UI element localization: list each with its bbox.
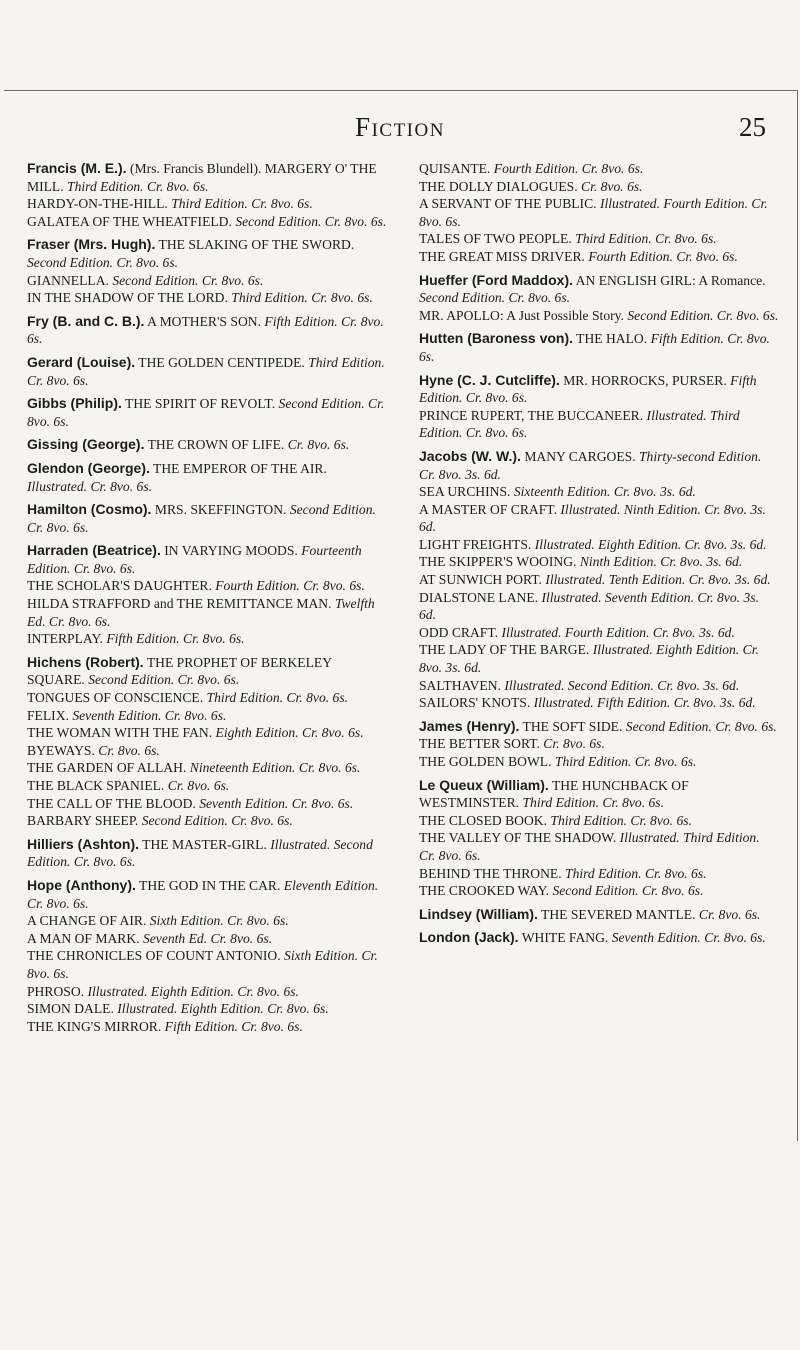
work-edition: Illustrated. Eighth Edition. xyxy=(592,642,740,658)
work-edition: Second Edition. xyxy=(419,290,506,306)
work-details: Cr. 8vo. 3s. 6d. xyxy=(673,695,756,711)
work-listing xyxy=(419,178,779,196)
work-edition: Second Edition. xyxy=(88,672,175,688)
work-listing xyxy=(419,589,779,624)
work-title: HILDA STRAFFORD and THE REMITTANCE MAN. xyxy=(27,596,332,612)
work-edition: Eighth Edition. xyxy=(215,725,299,741)
work-edition: Illustrated. Fourth Edition. xyxy=(599,196,748,212)
work-listing xyxy=(27,195,387,213)
work-details: Cr. 8vo. 6s. xyxy=(287,437,350,453)
work-details: Cr. 8vo. 3s. 6d. xyxy=(419,466,501,482)
work-details: Cr. 8vo. 6s. xyxy=(641,883,704,899)
work-edition: Third Edition. xyxy=(522,795,600,811)
work-details: Cr. 8vo. 6s. xyxy=(303,578,365,594)
work-title: WHITE FANG. xyxy=(521,930,609,946)
left-column xyxy=(27,160,387,1041)
work-title: THE HALO. xyxy=(576,331,648,347)
work-edition: Second Edition. xyxy=(289,502,376,518)
work-details: Cr. 8vo. 6s. xyxy=(630,812,692,828)
work-edition: Illustrated. Second Edition. xyxy=(27,836,373,870)
work-title: THE WOMAN WITH THE FAN. xyxy=(27,725,213,741)
work-listing xyxy=(419,372,779,407)
work-title: A MASTER OF CRAFT. xyxy=(419,501,557,517)
author-name: Le Queux (William). xyxy=(419,776,549,793)
work-details: Cr. 8vo. 6s. xyxy=(324,213,387,229)
work-listing xyxy=(27,759,387,777)
work-edition: Second Edition. xyxy=(278,396,365,412)
work-edition: Illustrated. Eighth Edition. xyxy=(117,1001,264,1017)
author-entry xyxy=(419,372,779,442)
work-title: QUISANTE. xyxy=(419,161,491,176)
work-edition: Second Edition. xyxy=(141,813,228,829)
work-title: MRS. SKEFFINGTON. xyxy=(154,502,287,518)
work-title: TONGUES OF CONSCIENCE. xyxy=(27,690,204,706)
work-title: PRINCE RUPERT, THE BUCCANEER. xyxy=(419,407,644,423)
work-details: Cr. 8vo. 6s. xyxy=(231,813,293,829)
work-title: THE DOLLY DIALOGUES. xyxy=(419,178,578,194)
work-edition: Seventh Edition. xyxy=(199,795,289,811)
work-details: Cr. 8vo. 6s. xyxy=(634,754,697,769)
work-title: THE HUNCHBACK OF WESTMINSTER. xyxy=(419,777,689,811)
work-edition: Second Edition. xyxy=(552,883,639,899)
work-listing xyxy=(27,313,387,348)
work-details: Cr. 8vo. 6s. xyxy=(27,519,89,535)
author-name: Gibbs (Philip). xyxy=(27,395,122,412)
work-details: Cr. 8vo. 6s. xyxy=(286,690,349,706)
work-edition: Fifth Edition. xyxy=(106,631,180,647)
work-listing xyxy=(419,906,779,924)
work-listing xyxy=(27,236,387,271)
author-name: Hilliers (Ashton). xyxy=(27,835,140,852)
work-listing xyxy=(27,724,387,742)
work-listing xyxy=(419,160,779,178)
work-edition: Illustrated. Eighth Edition. xyxy=(534,536,682,552)
author-entry xyxy=(27,160,387,230)
work-listing xyxy=(419,812,779,830)
work-edition: Second Edition. xyxy=(235,213,322,229)
work-listing xyxy=(419,230,779,248)
work-title: THE LADY OF THE BARGE. xyxy=(419,642,590,658)
work-title: THE CHRONICLES OF COUNT ANTONIO. xyxy=(27,948,281,964)
work-edition: Eleventh Edition. xyxy=(283,877,379,893)
work-edition: Second Edition. xyxy=(625,718,712,734)
work-title: THE SKIPPER'S WOOING. xyxy=(419,554,577,570)
work-title: MR. HORROCKS, PURSER. xyxy=(563,372,727,388)
work-listing xyxy=(27,160,387,195)
author-entry xyxy=(27,436,387,454)
work-listing xyxy=(27,877,387,912)
work-listing xyxy=(27,395,387,430)
author-name: James (Henry). xyxy=(419,717,520,734)
author-name: Lindsey (William). xyxy=(419,905,538,922)
work-details: Cr. 8vo. 6s. xyxy=(73,560,136,576)
work-details: Cr. 8vo. 6s. xyxy=(177,672,240,688)
author-name: Glendon (George). xyxy=(27,459,150,476)
work-listing xyxy=(27,595,387,630)
work-listing xyxy=(419,307,779,325)
work-edition: Second Edition. xyxy=(627,307,714,323)
work-details: Cr. 8vo. 6s. xyxy=(164,707,227,723)
work-details: Cr. 8vo. 6s. xyxy=(98,742,160,758)
work-title: HARDY-ON-THE-HILL. xyxy=(27,196,168,212)
work-details: Cr. 8vo. 6s. xyxy=(27,948,378,981)
work-details: Cr. 8vo. 6s. xyxy=(676,248,738,264)
work-listing xyxy=(419,624,779,642)
work-listing xyxy=(27,983,387,1001)
work-edition: Ninth Edition. xyxy=(579,554,657,570)
work-details: Cr. 8vo. 3s. 6d. xyxy=(419,642,759,676)
work-listing xyxy=(27,947,387,982)
work-listing xyxy=(27,213,387,231)
work-title: TALES OF TWO PEOPLE. xyxy=(419,231,572,247)
work-listing xyxy=(27,1018,387,1036)
work-edition: Illustrated. Fifth Edition. xyxy=(533,695,671,711)
work-edition: Third Edition. xyxy=(554,754,632,769)
work-edition: Sixth Edition. xyxy=(284,948,359,964)
work-details: Cr. 8vo. 6s. xyxy=(704,930,766,946)
work-edition: Fifth Edition. xyxy=(264,313,338,329)
work-title: INTERPLAY. xyxy=(27,631,103,647)
work-listing xyxy=(419,753,779,771)
work-title: A MOTHER'S SON. xyxy=(147,313,261,329)
author-entry xyxy=(419,777,779,900)
work-listing xyxy=(27,436,387,454)
work-details: Cr. 8vo. 6s. xyxy=(27,396,385,429)
work-listing xyxy=(27,742,387,760)
work-edition: Seventh Ed. xyxy=(142,930,208,946)
work-title: IN THE SHADOW OF THE LORD. xyxy=(27,290,228,306)
work-listing xyxy=(419,330,779,365)
author-entry xyxy=(27,395,387,430)
work-listing xyxy=(27,542,387,577)
work-listing xyxy=(27,912,387,930)
work-title: THE SOFT SIDE. xyxy=(522,718,623,734)
work-title: MR. APOLLO: A Just Possible Story. xyxy=(419,307,624,323)
work-details: Cr. 8vo. 6s. xyxy=(146,178,209,194)
work-edition: Second Edition. xyxy=(27,254,114,270)
work-details: Cr. 8vo. 6s. xyxy=(602,795,664,811)
work-listing xyxy=(27,354,387,389)
author-name: Gerard (Louise). xyxy=(27,353,136,370)
work-details: Cr. 8vo. 6s. xyxy=(655,231,717,247)
work-details: Cr. 8vo. 6s. xyxy=(419,196,768,229)
page-title: Fiction xyxy=(355,112,445,142)
work-details: Cr. 8vo. 6s. xyxy=(419,331,770,364)
work-edition: Sixteenth Edition. xyxy=(513,484,611,500)
work-edition: Seventh Edition. xyxy=(611,930,701,946)
author-entry xyxy=(419,929,779,947)
work-title: THE BLACK SPANIEL. xyxy=(27,778,165,793)
work-title: SEA URCHINS. xyxy=(419,484,511,500)
work-details: Cr. 8vo. 6s. xyxy=(27,895,89,911)
work-listing xyxy=(27,795,387,813)
work-edition: Third Edition. xyxy=(231,290,308,306)
author-name: Fry (B. and C. B.). xyxy=(27,312,145,329)
author-name: Hueffer (Ford Maddox). xyxy=(419,271,573,288)
work-listing xyxy=(27,689,387,707)
work-details: Cr. 8vo. 6s. xyxy=(48,613,111,629)
author-entry xyxy=(27,354,387,389)
author-entry xyxy=(27,236,387,306)
work-edition: Third Edition. xyxy=(308,354,385,370)
author-entry xyxy=(419,160,779,266)
work-title: THE SPIRIT OF REVOLT. xyxy=(125,396,276,412)
author-name: Hutten (Baroness von). xyxy=(419,330,574,347)
author-entry xyxy=(419,448,779,712)
work-title: SIMON DALE. xyxy=(27,1001,114,1017)
work-title: MANY CARGOES. xyxy=(524,448,636,464)
work-title: THE BETTER SORT. xyxy=(419,736,540,752)
work-title: BYEWAYS. xyxy=(27,742,95,758)
work-listing xyxy=(419,483,779,501)
work-edition: Third Edition. xyxy=(206,690,284,706)
work-details: Cr. 8vo. 6s. xyxy=(508,290,571,306)
work-details: Cr. 8vo. 6s. xyxy=(716,307,779,323)
page-number: 25 xyxy=(739,112,766,142)
work-details: Cr. 8vo. 6s. xyxy=(237,983,299,999)
work-title: GIANNELLA. xyxy=(27,272,109,288)
author-entry xyxy=(27,460,387,495)
work-listing xyxy=(27,630,387,648)
work-edition: Nineteenth Edition. xyxy=(189,760,296,776)
work-details: Cr. 8vo. 3s. 6d. xyxy=(652,624,735,640)
work-edition: Illustrated. Third Edition. xyxy=(419,407,740,441)
work-title: BEHIND THE THRONE. xyxy=(419,865,562,881)
work-edition: Third Edition. xyxy=(575,231,652,247)
work-listing xyxy=(419,448,779,483)
work-listing xyxy=(419,571,779,589)
work-title: THE SCHOLAR'S DAUGHTER. xyxy=(27,578,212,594)
work-listing xyxy=(419,735,779,753)
work-edition: Fourth Edition. xyxy=(493,161,579,176)
author-entry xyxy=(27,542,387,648)
work-title: IN VARYING MOODS. xyxy=(164,543,298,559)
author-entry xyxy=(419,330,779,365)
work-details: Cr. 8vo. 6s. xyxy=(251,196,313,212)
work-listing xyxy=(419,195,779,230)
work-title: THE SEVERED MANTLE. xyxy=(541,906,696,922)
work-listing xyxy=(27,930,387,948)
work-title: THE CALL OF THE BLOOD. xyxy=(27,795,196,811)
work-title: THE KING'S MIRROR. xyxy=(27,1018,162,1034)
work-details: Cr. 8vo. 6s. xyxy=(241,1018,303,1034)
work-title: A CHANGE OF AIR. xyxy=(27,913,147,929)
author-entry xyxy=(27,501,387,536)
work-details: Cr. 8vo. 3s. 6d. xyxy=(419,589,759,623)
work-title: PHROSO. xyxy=(27,983,85,999)
work-details: Cr. 8vo. 6s. xyxy=(419,847,481,863)
work-title: (Mrs. Francis Blundell). MARGERY O' THE MILL. xyxy=(27,161,377,194)
work-title: THE GARDEN OF ALLAH. xyxy=(27,760,187,776)
work-listing xyxy=(419,929,779,947)
work-listing xyxy=(419,777,779,812)
work-edition: Illustrated. Seventh Edition. xyxy=(541,589,694,605)
work-edition: Thirty-second Edition. xyxy=(639,448,762,464)
work-title: THE VALLEY OF THE SHADOW. xyxy=(419,830,617,846)
work-title: LIGHT FREIGHTS. xyxy=(419,536,532,552)
work-edition: Fifth Edition. xyxy=(164,1018,238,1034)
author-entry xyxy=(27,836,387,871)
work-edition: Illustrated. Fourth Edition. xyxy=(501,624,650,640)
work-listing xyxy=(27,460,387,495)
right-column xyxy=(419,160,779,953)
work-listing xyxy=(419,829,779,864)
work-title: AT SUNWICH PORT. xyxy=(419,572,542,588)
work-listing xyxy=(419,677,779,695)
work-details: Cr. 8vo. 6s. xyxy=(298,760,361,776)
author-entry xyxy=(27,877,387,1035)
work-edition: Fourteenth Edition. xyxy=(27,543,362,576)
work-details: Cr. 8vo. 3s. 6d. xyxy=(613,484,696,500)
author-entry xyxy=(419,718,779,771)
work-title: AN ENGLISH GIRL: A Romance. xyxy=(575,272,766,288)
work-details: Cr. 8vo. 6s. xyxy=(465,390,528,406)
author-name: London (Jack). xyxy=(419,929,519,946)
work-details: Cr. 8vo. 6s. xyxy=(210,930,273,946)
author-entry xyxy=(27,654,387,830)
work-edition: Illustrated. Second Edition. xyxy=(504,677,654,693)
work-details: Cr. 8vo. 6s. xyxy=(27,372,89,388)
work-title: THE GOLDEN CENTIPEDE. xyxy=(138,354,305,370)
work-details: Cr. 8vo. 3s. 6d. xyxy=(419,501,766,535)
work-details: Cr. 8vo. 6s. xyxy=(715,718,777,734)
work-details: Cr. 8vo. 6s. xyxy=(311,290,373,306)
work-details: Cr. 8vo. 6s. xyxy=(291,795,354,811)
author-name: Fraser (Mrs. Hugh). xyxy=(27,236,156,253)
work-title: A SERVANT OF THE PUBLIC. xyxy=(419,196,597,212)
author-entry xyxy=(419,272,779,325)
work-details: Cr. 8vo. 6s. xyxy=(698,906,761,922)
work-title: THE GOLDEN BOWL. xyxy=(419,754,552,769)
work-edition: Illustrated. xyxy=(27,478,88,494)
work-details: Cr. 8vo. 6s. xyxy=(302,725,364,741)
work-title: GALATEA OF THE WHEATFIELD. xyxy=(27,213,232,229)
work-listing xyxy=(27,501,387,536)
work-details: Cr. 8vo. 6s. xyxy=(465,425,528,441)
work-title: ODD CRAFT. xyxy=(419,624,499,640)
work-details: Cr. 8vo. 6s. xyxy=(581,178,643,194)
work-title: THE SLAKING OF THE SWORD. xyxy=(158,237,355,253)
work-edition: Sixth Edition. xyxy=(149,913,224,929)
work-listing xyxy=(27,272,387,290)
work-title: BARBARY SHEEP. xyxy=(27,813,139,829)
work-title: THE CLOSED BOOK. xyxy=(419,812,548,828)
author-name: Gissing (George). xyxy=(27,436,145,453)
author-entry xyxy=(27,313,387,348)
work-details: Cr. 8vo. 6s. xyxy=(116,254,179,270)
work-listing xyxy=(419,865,779,883)
work-listing xyxy=(419,641,779,676)
work-details: Cr. 8vo. 6s. xyxy=(90,478,153,494)
work-details: Cr. 8vo. 6s. xyxy=(73,854,136,870)
author-name: Harraden (Beatrice). xyxy=(27,542,161,559)
work-details: Cr. 8vo. 3s. 6d. xyxy=(684,536,767,552)
work-edition: Fourth Edition. xyxy=(588,248,673,264)
work-edition: Third Edition. xyxy=(550,812,627,828)
work-details: Cr. 8vo. 6s. xyxy=(183,631,245,647)
work-listing xyxy=(419,248,779,266)
author-name: Jacobs (W. W.). xyxy=(419,447,521,464)
work-edition: Third Edition. xyxy=(171,196,248,212)
work-edition: Illustrated. Third Edition. xyxy=(619,830,760,846)
work-listing xyxy=(27,836,387,871)
work-title: THE EMPEROR OF THE AIR. xyxy=(153,460,327,476)
work-edition: Second Edition. xyxy=(112,272,199,288)
work-listing xyxy=(27,577,387,595)
work-title: THE GOD IN THE CAR. xyxy=(139,877,281,893)
work-details: Cr. 8vo. 6s. xyxy=(644,865,707,881)
work-details: Cr. 8vo. 6s. xyxy=(201,272,264,288)
work-details: Cr. 8vo. 6s. xyxy=(227,913,289,929)
page-header xyxy=(0,112,800,152)
work-edition: Seventh Edition. xyxy=(72,707,162,723)
work-listing xyxy=(419,718,779,736)
work-edition: Fifth Edition. xyxy=(419,372,757,406)
work-listing xyxy=(419,694,779,712)
work-details: Cr. 8vo. 6s. xyxy=(267,1001,329,1017)
work-title: SAILORS' KNOTS. xyxy=(419,695,531,711)
author-name: Hamilton (Cosmo). xyxy=(27,501,152,518)
work-edition: Illustrated. Tenth Edition. xyxy=(545,572,686,588)
work-details: Cr. 8vo. 3s. 6d. xyxy=(688,572,771,588)
work-edition: Illustrated. Ninth Edition. xyxy=(560,501,701,517)
work-title: THE MASTER-GIRL. xyxy=(142,836,267,852)
work-title: FELIX. xyxy=(27,707,69,723)
author-entry xyxy=(419,906,779,924)
work-edition: Illustrated. Eighth Edition. xyxy=(87,983,234,999)
work-listing xyxy=(27,777,387,795)
work-title: DIALSTONE LANE. xyxy=(419,589,539,605)
work-listing xyxy=(27,1000,387,1018)
work-listing xyxy=(419,501,779,536)
work-edition: Third Edition. xyxy=(67,178,144,194)
author-name: Hope (Anthony). xyxy=(27,876,136,893)
work-listing xyxy=(27,654,387,689)
work-listing xyxy=(419,882,779,900)
work-listing xyxy=(419,536,779,554)
work-edition: Fifth Edition. xyxy=(650,331,724,347)
work-edition: Third Edition. xyxy=(565,865,642,881)
author-name: Hichens (Robert). xyxy=(27,653,144,670)
work-title: THE CROWN OF LIFE. xyxy=(147,437,285,453)
work-listing xyxy=(419,407,779,442)
work-details: Cr. 8vo. 6s. xyxy=(581,161,644,176)
work-title: A MAN OF MARK. xyxy=(27,930,140,946)
work-details: Cr. 8vo. 6s. xyxy=(27,313,384,347)
work-listing xyxy=(27,289,387,307)
work-listing xyxy=(27,707,387,725)
work-details: Cr. 8vo. 3s. 6d. xyxy=(657,677,740,693)
work-details: Cr. 8vo. 6s. xyxy=(167,778,230,793)
work-title: THE PROPHET OF BERKELEY SQUARE. xyxy=(27,654,332,688)
work-title: THE GREAT MISS DRIVER. xyxy=(419,248,585,264)
work-edition: Fourth Edition. xyxy=(215,578,300,594)
work-title: SALTHAVEN. xyxy=(419,677,501,693)
work-details: Cr. 8vo. 6s. xyxy=(543,736,605,752)
work-listing xyxy=(419,553,779,571)
work-title: THE CROOKED WAY. xyxy=(419,883,550,899)
work-details: Cr. 8vo. 3s. 6d. xyxy=(660,554,743,570)
work-listing xyxy=(27,812,387,830)
author-name: Hyne (C. J. Cutcliffe). xyxy=(419,371,560,388)
author-name: Francis (M. E.). xyxy=(27,160,127,176)
work-edition: Twelfth Ed. xyxy=(27,596,375,629)
work-listing xyxy=(419,272,779,307)
